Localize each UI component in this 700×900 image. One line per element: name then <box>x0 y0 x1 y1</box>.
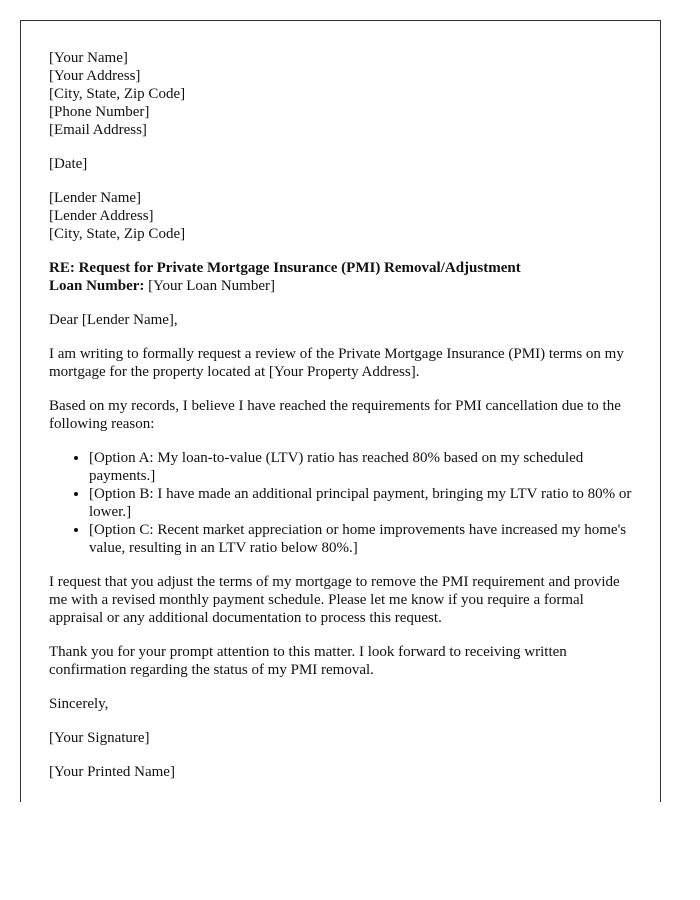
list-item-option-b: • [Option B: I have made an additional principal payment, bringing my LTV ratio to 80% or lower.] <box>89 485 634 521</box>
recipient-block <box>49 189 634 243</box>
list-item-option-c: • [Option C: Recent market appreciation or home improvements have increased my home's value, resulting in an LTV ratio below 80%.] <box>89 521 634 557</box>
sender-email: [Email Address] <box>49 122 147 138</box>
recipient-name: [Lender Name] <box>49 190 142 206</box>
sender-address: [Your Address] <box>49 68 141 84</box>
thanks-paragraph: Thank you for your prompt attention to this matter. I look forward to receiving written confirmation regarding the status of my PMI removal. <box>49 644 567 678</box>
salutation: Dear [Lender Name], <box>49 312 178 328</box>
loan-number-line <box>49 277 634 295</box>
valediction: Sincerely, <box>49 696 109 712</box>
loan-number-label: Loan Number: <box>49 278 145 294</box>
printed-name: [Your Printed Name] <box>49 764 175 780</box>
date-block <box>49 155 634 173</box>
sender-city-state-zip: [City, State, Zip Code] <box>49 86 186 102</box>
options-list <box>49 449 634 557</box>
sender-name: [Your Name] <box>49 50 128 66</box>
letter-body <box>49 49 634 797</box>
letter-date: [Date] <box>49 156 88 172</box>
signature-placeholder: [Your Signature] <box>49 730 150 746</box>
recipient-city-state-zip: [City, State, Zip Code] <box>49 226 186 242</box>
loan-number-value: [Your Loan Number] <box>144 278 275 294</box>
letter-page <box>20 20 661 802</box>
basis-paragraph: Based on my records, I believe I have reached the requirements for PMI cancellation due to the following reason: <box>49 398 621 432</box>
recipient-address: [Lender Address] <box>49 208 154 224</box>
sender-block <box>49 49 634 139</box>
subject-line: RE: Request for Private Mortgage Insurance (PMI) Removal/Adjustment <box>49 260 521 276</box>
request-paragraph: I request that you adjust the terms of my mortgage to remove the PMI requirement and provide me with a revised monthly payment schedule. Please let me know if you require a formal appraisal or any additional documentation to process this request. <box>49 574 620 626</box>
sender-phone: [Phone Number] <box>49 104 150 120</box>
list-item-option-a: • [Option A: My loan-to-value (LTV) ratio has reached 80% based on my scheduled payments.] <box>89 449 634 485</box>
subject-block <box>49 259 634 295</box>
intro-paragraph: I am writing to formally request a review of the Private Mortgage Insurance (PMI) terms on my mortgage for the property located at [Your Property Address]. <box>49 346 624 380</box>
